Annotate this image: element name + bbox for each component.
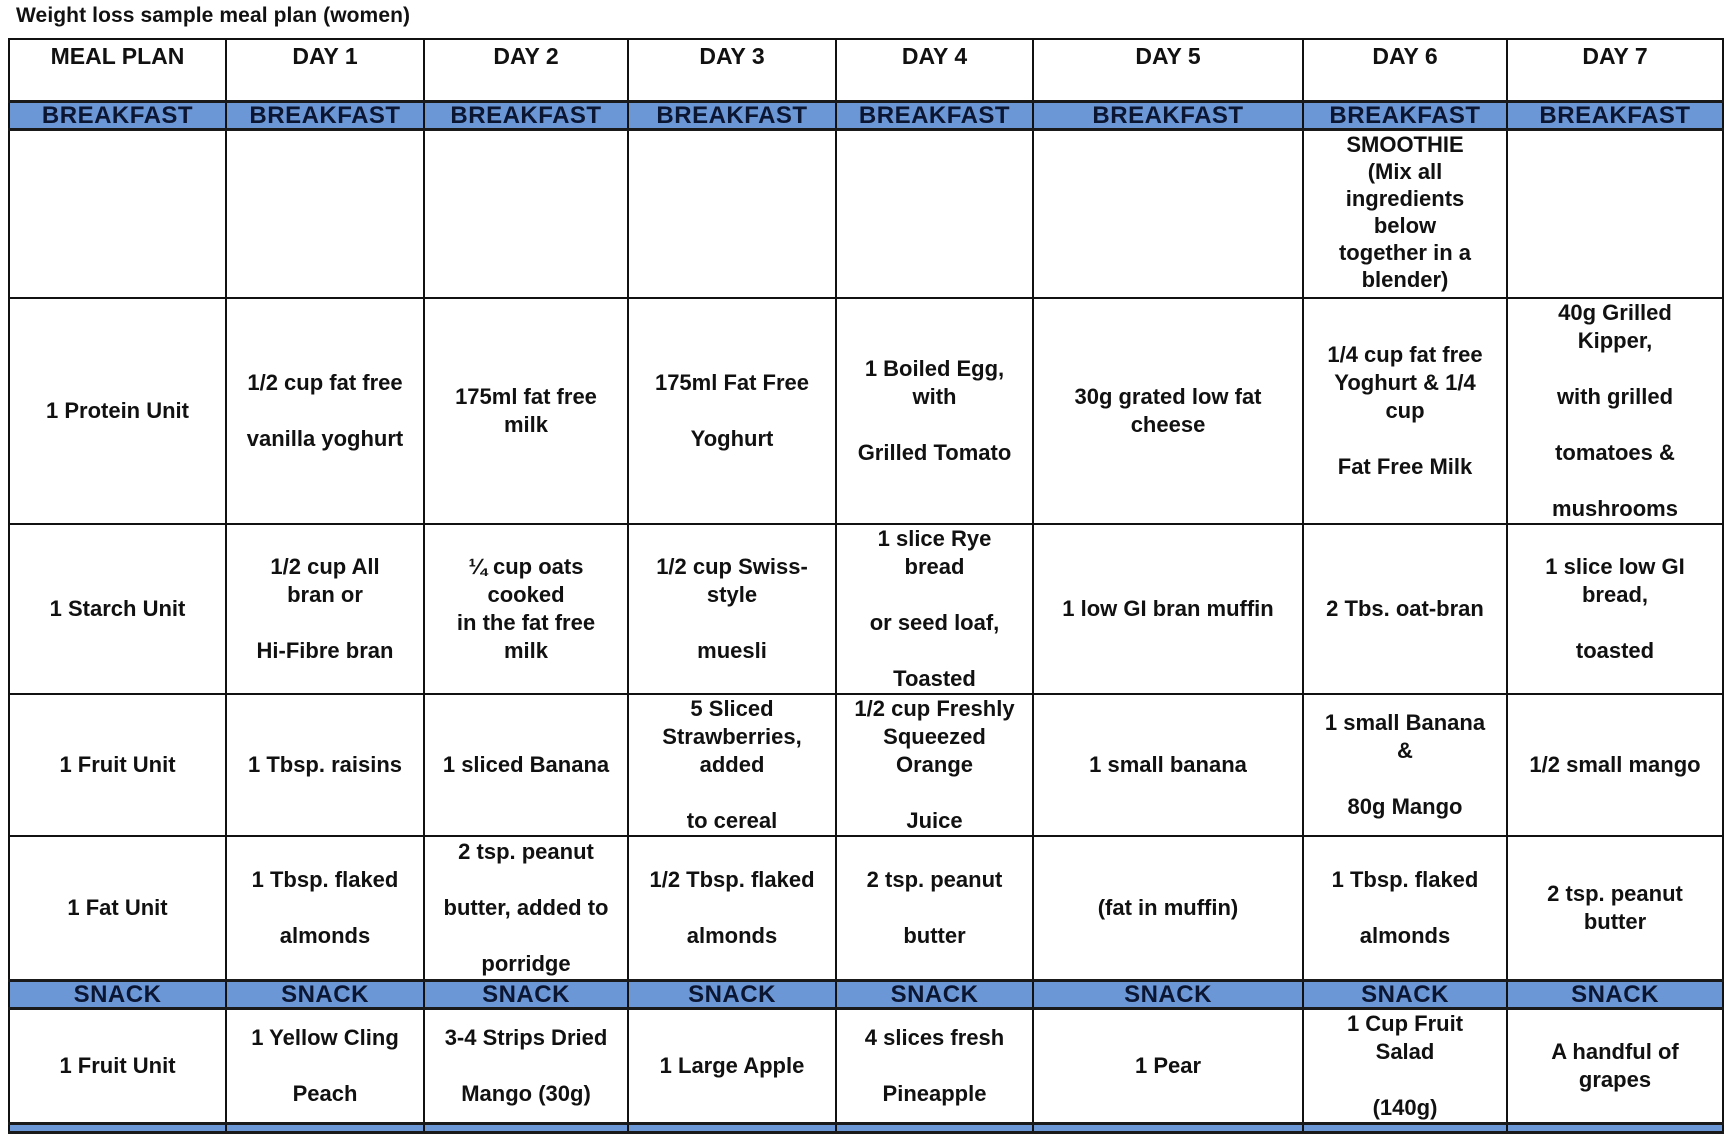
table-cell: 1 sliced Banana [424,694,628,836]
table-cell: A handful of grapes [1507,1009,1723,1124]
row-label [9,130,226,299]
row-label: 1 Protein Unit [9,298,226,524]
table-cell: 1 Tbsp. raisins [226,694,424,836]
page-title: Weight loss sample meal plan (women) [16,4,411,27]
section-label-snack: SNACK [1303,981,1507,1009]
column-header-meal-plan: MEAL PLAN [9,39,226,102]
row-label: 1 Starch Unit [9,524,226,694]
section-label-breakfast: BREAKFAST [1303,102,1507,130]
section-label-snack: SNACK [226,981,424,1009]
smoothie-note-cell: SMOOTHIE (Mix all ingredients below together in a blender) [1303,130,1507,299]
table-cell: 30g grated low fat cheese [1033,298,1303,524]
table-cell: (fat in muffin) [1033,836,1303,981]
table-cell: 1/2 small mango [1507,694,1723,836]
section-label-breakfast: BREAKFAST [836,102,1033,130]
section-label-lunch [226,1124,424,1133]
table-cell: 1 small Banana & 80g Mango [1303,694,1507,836]
table-cell [1507,130,1723,299]
row-label: 1 Fruit Unit [9,1009,226,1124]
table-row [9,694,1723,836]
table-cell: 3-4 Strips Dried Mango (30g) [424,1009,628,1124]
table-cell [836,130,1033,299]
column-header-day-7: DAY 7 [1507,39,1723,102]
column-header-day-3: DAY 3 [628,39,836,102]
breakfast-section-row [9,102,1723,130]
column-header-day-6: DAY 6 [1303,39,1507,102]
table-cell: 1/4 cup fat free Yoghurt & 1/4 cup Fat Free Milk [1303,298,1507,524]
section-label-lunch [1303,1124,1507,1133]
section-label-lunch [628,1124,836,1133]
table-cell: 1 Tbsp. flaked almonds [226,836,424,981]
table-cell [424,130,628,299]
column-header-day-4: DAY 4 [836,39,1033,102]
section-label-lunch [9,1124,226,1133]
table-cell: 1/2 cup Swiss- style muesli [628,524,836,694]
table-cell: 1/2 cup All bran or Hi-Fibre bran [226,524,424,694]
table-cell: 2 tsp. peanut butter [836,836,1033,981]
section-label-breakfast: BREAKFAST [226,102,424,130]
row-label: 1 Fruit Unit [9,694,226,836]
section-label-breakfast: BREAKFAST [424,102,628,130]
table-cell: 1 low GI bran muffin [1033,524,1303,694]
column-header-day-1: DAY 1 [226,39,424,102]
table-cell: 1 Yellow Cling Peach [226,1009,424,1124]
table-cell: 1 slice Rye bread or seed loaf, Toasted [836,524,1033,694]
section-label-snack: SNACK [1507,981,1723,1009]
table-cell: 5 Sliced Strawberries, added to cereal [628,694,836,836]
table-cell: 1/2 cup fat free vanilla yoghurt [226,298,424,524]
section-label-snack: SNACK [1033,981,1303,1009]
table-cell: 175ml fat free milk [424,298,628,524]
section-label-lunch [1507,1124,1723,1133]
table-row [9,836,1723,981]
section-label-lunch [1033,1124,1303,1133]
section-label-breakfast: BREAKFAST [628,102,836,130]
table-cell: 1 Pear [1033,1009,1303,1124]
row-label: 1 Fat Unit [9,836,226,981]
section-label-snack: SNACK [836,981,1033,1009]
table-cell [226,130,424,299]
table-cell: 1/2 Tbsp. flaked almonds [628,836,836,981]
table-cell: 1 Cup Fruit Salad (140g) [1303,1009,1507,1124]
table-cell: 175ml Fat Free Yoghurt [628,298,836,524]
table-cell: ¼ cup oats cooked in the fat free milk [424,524,628,694]
column-header-day-5: DAY 5 [1033,39,1303,102]
table-cell: 1 Boiled Egg, with Grilled Tomato [836,298,1033,524]
section-label-snack: SNACK [628,981,836,1009]
section-label-lunch [424,1124,628,1133]
table-cell: 1/2 cup Freshly Squeezed Orange Juice [836,694,1033,836]
table-row [9,524,1723,694]
table-row [9,298,1723,524]
table-cell: 1 slice low GI bread, toasted [1507,524,1723,694]
table-cell: 2 Tbs. oat-bran [1303,524,1507,694]
meal-plan-table [8,38,1724,1134]
snack-section-row [9,981,1723,1009]
section-label-breakfast: BREAKFAST [1507,102,1723,130]
table-row [9,1009,1723,1124]
table-cell: 1 Tbsp. flaked almonds [1303,836,1507,981]
lunch-section-row [9,1124,1723,1133]
section-label-breakfast: BREAKFAST [1033,102,1303,130]
section-label-snack: SNACK [424,981,628,1009]
table-cell: 1 Large Apple [628,1009,836,1124]
section-label-snack: SNACK [9,981,226,1009]
table-cell: 2 tsp. peanut butter, added to porridge [424,836,628,981]
header-row [9,39,1723,102]
table-cell: 2 tsp. peanut butter [1507,836,1723,981]
table-cell: 4 slices fresh Pineapple [836,1009,1033,1124]
table-row [9,130,1723,299]
section-label-breakfast: BREAKFAST [9,102,226,130]
table-cell: 40g Grilled Kipper, with grilled tomatoes & mushrooms [1507,298,1723,524]
table-cell: 1 small banana [1033,694,1303,836]
section-label-lunch [836,1124,1033,1133]
column-header-day-2: DAY 2 [424,39,628,102]
table-cell [1033,130,1303,299]
table-cell [628,130,836,299]
